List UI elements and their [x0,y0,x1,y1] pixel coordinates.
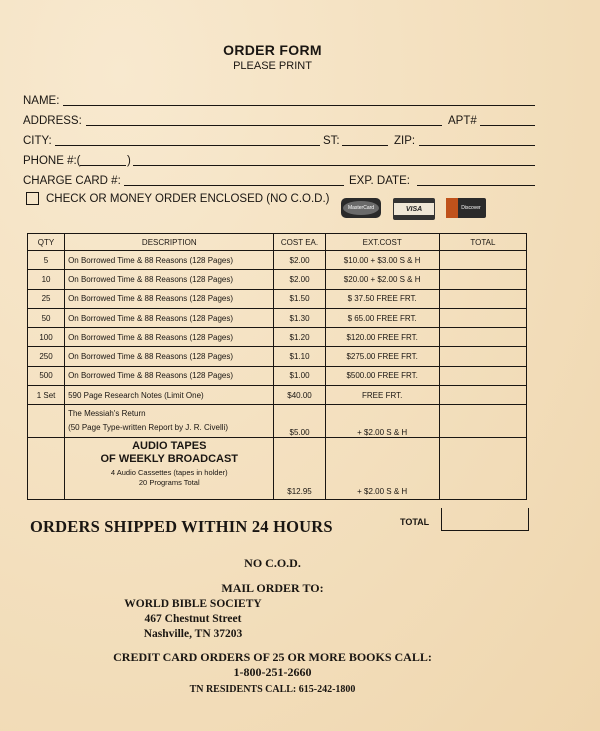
row-qty: 25 [28,289,65,308]
tn-residents-phone: TN RESIDENTS CALL: 615-242-1800 [189,684,356,695]
table-row [28,366,527,385]
mail-order-heading: MAIL ORDER TO: [221,581,324,595]
ext-cost-header: EXT.COST [325,234,439,251]
table-row [28,308,527,327]
exp-date-field[interactable] [417,184,535,186]
table-row [28,289,527,308]
payment-row [26,192,546,220]
row-qty [28,405,65,438]
row-cost: $1.10 [274,347,325,366]
form-subtitle: PLEASE PRINT [233,60,312,72]
row-total-cell[interactable] [439,251,526,270]
row-total-cell[interactable] [439,366,526,385]
apt-field[interactable] [480,124,535,126]
row-description: On Borrowed Time & 88 Reasons (128 Pages) [65,308,274,327]
city-label: CITY: [23,135,52,147]
row-total-cell[interactable] [439,328,526,347]
table-header-row [28,234,527,251]
phone-area-code-field[interactable] [80,164,126,166]
table-row [28,251,527,270]
total-header: TOTAL [439,234,526,251]
city-row [23,133,535,149]
row-description: On Borrowed Time & 88 Reasons (128 Pages) [65,251,274,270]
messiah-description [65,405,274,438]
zip-label: ZIP: [394,135,416,147]
row-cost: $5.00 [274,405,325,438]
phone-number-field[interactable] [133,164,535,166]
row-qty: 250 [28,347,65,366]
row-total-cell[interactable] [439,347,526,366]
row-total-cell[interactable] [439,438,526,500]
grand-total-label: TOTAL [400,517,430,527]
address-label: ADDRESS: [23,115,82,127]
row-cost: $1.20 [274,328,325,347]
order-table [27,233,527,500]
apt-label: APT# [448,115,477,127]
charge-card-row [23,173,535,189]
name-field[interactable] [63,104,535,106]
charge-card-field[interactable] [124,184,344,186]
row-ext-cost: + $2.00 S & H [325,438,439,500]
city-field[interactable] [55,144,320,146]
row-qty [28,438,65,500]
row-ext-cost: $20.00 + $2.00 S & H [325,270,439,289]
grand-total-field[interactable] [441,508,529,531]
audio-detail-2: 20 Programs Total [138,478,200,488]
row-qty: 100 [28,328,65,347]
check-money-order-checkbox[interactable] [26,192,39,205]
zip-field[interactable] [419,144,535,146]
row-qty: 10 [28,270,65,289]
phone-paren: ) [127,155,131,167]
mailing-address-name: WORLD BIBLE SOCIETY [124,598,262,610]
description-header: DESCRIPTION [65,234,274,251]
phone-label: PHONE #:( [23,155,81,167]
row-total-cell[interactable] [439,405,526,438]
credit-card-notice: CREDIT CARD ORDERS OF 25 OR MORE BOOKS CALL: [113,650,432,664]
row-cost: $2.00 [274,251,325,270]
name-row [23,93,535,109]
row-cost: $1.30 [274,308,325,327]
table-row [28,347,527,366]
row-description: On Borrowed Time & 88 Reasons (128 Pages) [65,270,274,289]
audio-title-2: OF WEEKLY BROADCAST [100,453,239,466]
row-cost: $40.00 [274,386,325,405]
state-field[interactable] [342,144,388,146]
table-row [28,270,527,289]
discover-logo: Discover [446,198,486,218]
visa-logo: VISA [393,198,435,220]
form-title: ORDER FORM [223,42,322,58]
row-qty: 1 Set [28,386,65,405]
row-description: 590 Page Research Notes (Limit One) [65,386,274,405]
row-cost: $1.00 [274,366,325,385]
row-cost: $1.50 [274,289,325,308]
row-cost: $12.95 [274,438,325,500]
row-cost: $2.00 [274,270,325,289]
audio-description [65,438,274,500]
name-label: NAME: [23,95,60,107]
row-total-cell[interactable] [439,308,526,327]
row-description: On Borrowed Time & 88 Reasons (128 Pages) [65,289,274,308]
row-description: On Borrowed Time & 88 Reasons (128 Pages) [65,366,274,385]
audio-title: AUDIO TAPES [132,440,207,453]
mailing-address-street: 467 Chestnut Street [144,613,242,625]
row-total-cell[interactable] [439,386,526,405]
exp-date-label: EXP. DATE: [349,175,410,187]
row-ext-cost: $120.00 FREE FRT. [325,328,439,347]
cost-each-header: COST EA. [274,234,325,251]
address-field[interactable] [86,124,442,126]
audio-row [28,438,527,500]
messiah-row [28,405,527,438]
row-qty: 5 [28,251,65,270]
table-row [28,386,527,405]
row-total-cell[interactable] [439,289,526,308]
audio-detail: 4 Audio Cassettes (tapes in holder) [110,468,228,478]
check-money-order-label: CHECK OR MONEY ORDER ENCLOSED (NO C.O.D.) [46,193,330,205]
row-ext-cost: $10.00 + $3.00 S & H [325,251,439,270]
no-cod-notice: NO C.O.D. [244,556,301,570]
row-ext-cost: $500.00 FREE FRT. [325,366,439,385]
row-ext-cost: $ 37.50 FREE FRT. [325,289,439,308]
row-qty: 50 [28,308,65,327]
row-ext-cost: FREE FRT. [325,386,439,405]
row-qty: 500 [28,366,65,385]
row-ext-cost: $ 65.00 FREE FRT. [325,308,439,327]
mailing-address-city: Nashville, TN 37203 [143,628,243,640]
charge-card-label: CHARGE CARD #: [23,175,121,187]
row-total-cell[interactable] [439,270,526,289]
state-label: ST: [323,135,340,147]
row-ext-cost: + $2.00 S & H [325,405,439,438]
qty-header: QTY [28,234,65,251]
table-row [28,328,527,347]
messiah-subtitle: (50 Page Type-written Report by J. R. Civelli) [68,423,228,433]
address-row [23,113,535,129]
row-description: On Borrowed Time & 88 Reasons (128 Pages) [65,328,274,347]
messiah-title: The Messiah's Return [68,409,146,419]
mastercard-logo: MasterCard [341,198,381,218]
toll-free-phone: 1-800-251-2660 [233,665,312,679]
row-description: On Borrowed Time & 88 Reasons (128 Pages) [65,347,274,366]
shipping-notice: ORDERS SHIPPED WITHIN 24 HOURS [30,517,333,536]
phone-row [23,153,535,169]
row-ext-cost: $275.00 FREE FRT. [325,347,439,366]
